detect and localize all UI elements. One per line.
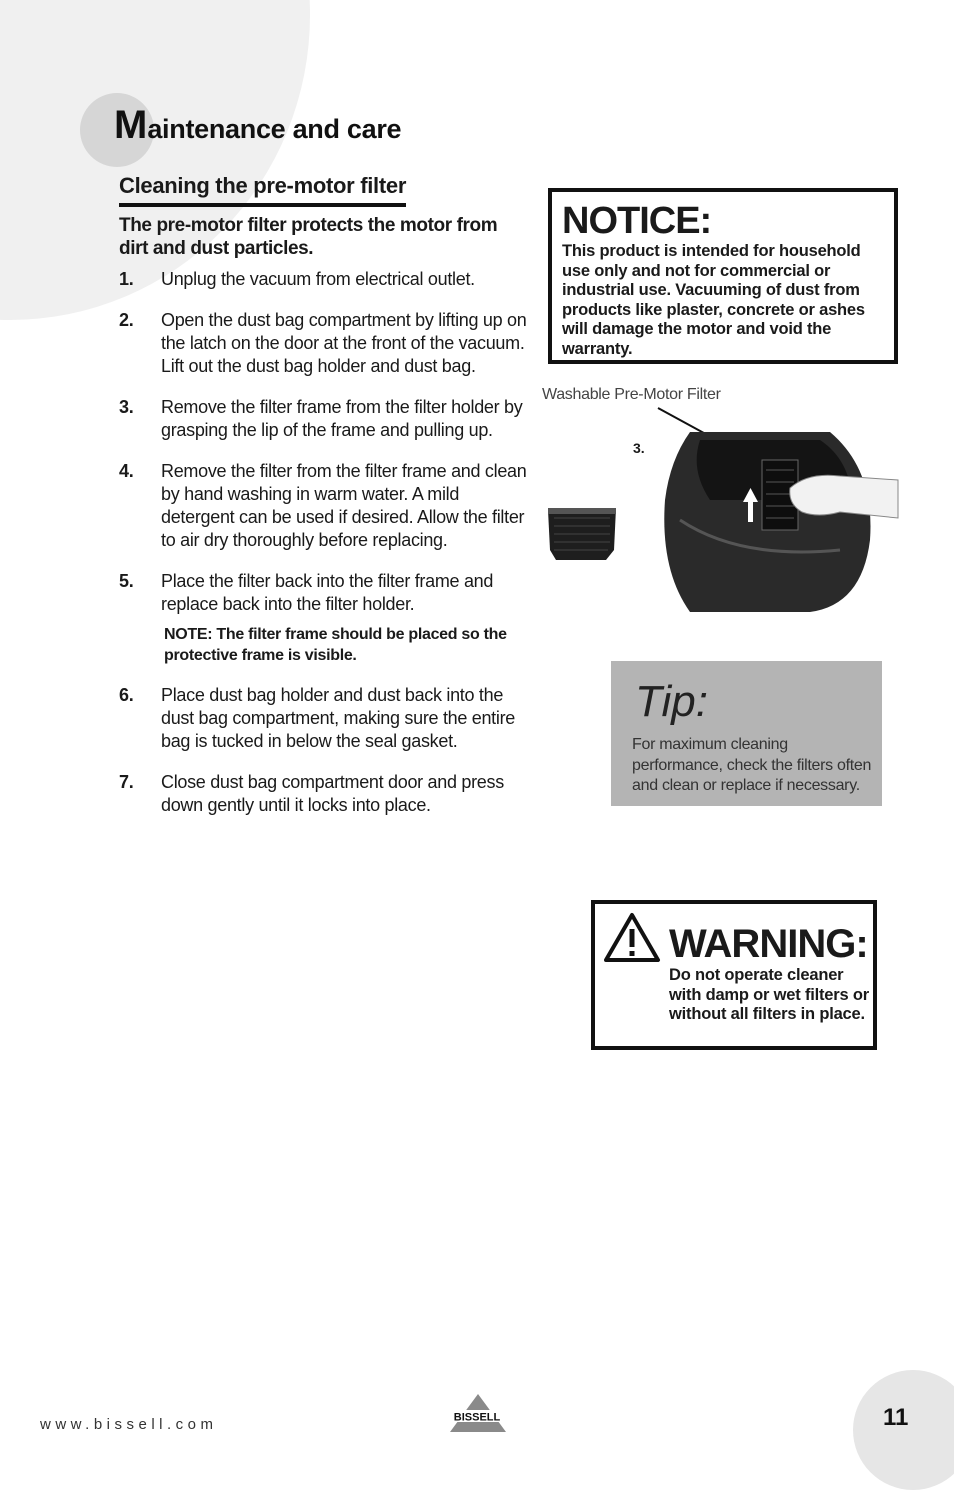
vacuum-body-icon — [664, 432, 870, 612]
notice-box — [548, 188, 898, 364]
bissell-logo — [446, 1392, 510, 1436]
intro-text: The pre-motor filter protects the motor from dirt and dust particles. — [119, 215, 498, 259]
tip-box — [611, 661, 882, 806]
vacuum-filter-illustration — [540, 400, 900, 615]
step-text: Unplug the vacuum from electrical outlet. — [161, 269, 475, 289]
step-number: 5. — [119, 571, 134, 591]
step-number: 6. — [119, 685, 134, 705]
step-number: 4. — [119, 461, 134, 481]
tip-body: For maximum cleaning performance, check the filters often and clean or replace if necessary. — [632, 736, 872, 794]
list-item — [119, 684, 529, 753]
list-item — [119, 309, 529, 378]
figure-step-number: 3. — [633, 440, 645, 456]
page-number-circle — [853, 1370, 954, 1490]
step-text: Remove the filter frame from the filter holder by grasping the lip of the frame and pulling up. — [161, 397, 523, 440]
warning-body: Do not operate cleaner with damp or wet filters or without all filters in place. — [669, 966, 869, 1023]
notice-body: This product is intended for household use only and not for commercial or industrial use. Vacuuming of dust from products like plaster, concrete or ashes will damage the motor and void the warranty. — [562, 242, 865, 358]
page-number: 11 — [883, 1404, 909, 1431]
filter-icon — [548, 508, 616, 560]
logo-text: BISSELL — [453, 1411, 501, 1424]
title-rest: aintenance and care — [147, 114, 402, 144]
page-title — [114, 103, 401, 148]
figure-label: Washable Pre-Motor Filter — [542, 386, 721, 403]
step-number: 2. — [119, 310, 134, 330]
step-text: Place the filter back into the filter frame and replace back into the filter holder. — [161, 571, 494, 614]
list-item — [119, 570, 529, 666]
notice-title: NOTICE: — [562, 200, 712, 242]
step-number: 7. — [119, 772, 134, 792]
footer-url[interactable]: www.bissell.com — [40, 1416, 218, 1433]
warning-triangle-icon — [603, 912, 661, 964]
step-text: Place dust bag holder and dust back into the dust bag compartment, making sure the entire bag is tucked in below the seal gasket. — [161, 685, 515, 751]
subsection-heading: Cleaning the pre-motor filter — [119, 173, 406, 207]
step-number: 1. — [119, 269, 134, 289]
hand-icon — [790, 475, 898, 518]
list-item — [119, 460, 529, 552]
list-item — [119, 268, 529, 291]
list-item — [119, 771, 529, 817]
warning-title: WARNING: — [669, 922, 868, 966]
step-text: Remove the filter from the filter frame and clean by hand washing in warm water. A mild detergent can be used if desired. Allow the filter to air dry thoroughly before replacing. — [161, 461, 527, 550]
step-text: Open the dust bag compartment by lifting up on the latch on the door at the front of the vacuum. Lift out the dust bag holder and dust bag. — [161, 310, 527, 376]
warning-box — [591, 900, 877, 1050]
step-text: Close dust bag compartment door and press down gently until it locks into place. — [161, 772, 504, 815]
step-note: NOTE: The filter frame should be placed so the protective frame is visible. — [164, 626, 507, 664]
steps-list — [119, 268, 529, 835]
step-number: 3. — [119, 397, 134, 417]
list-item — [119, 396, 529, 442]
title-initial: M — [114, 103, 148, 147]
tip-title: Tip: — [635, 677, 708, 726]
